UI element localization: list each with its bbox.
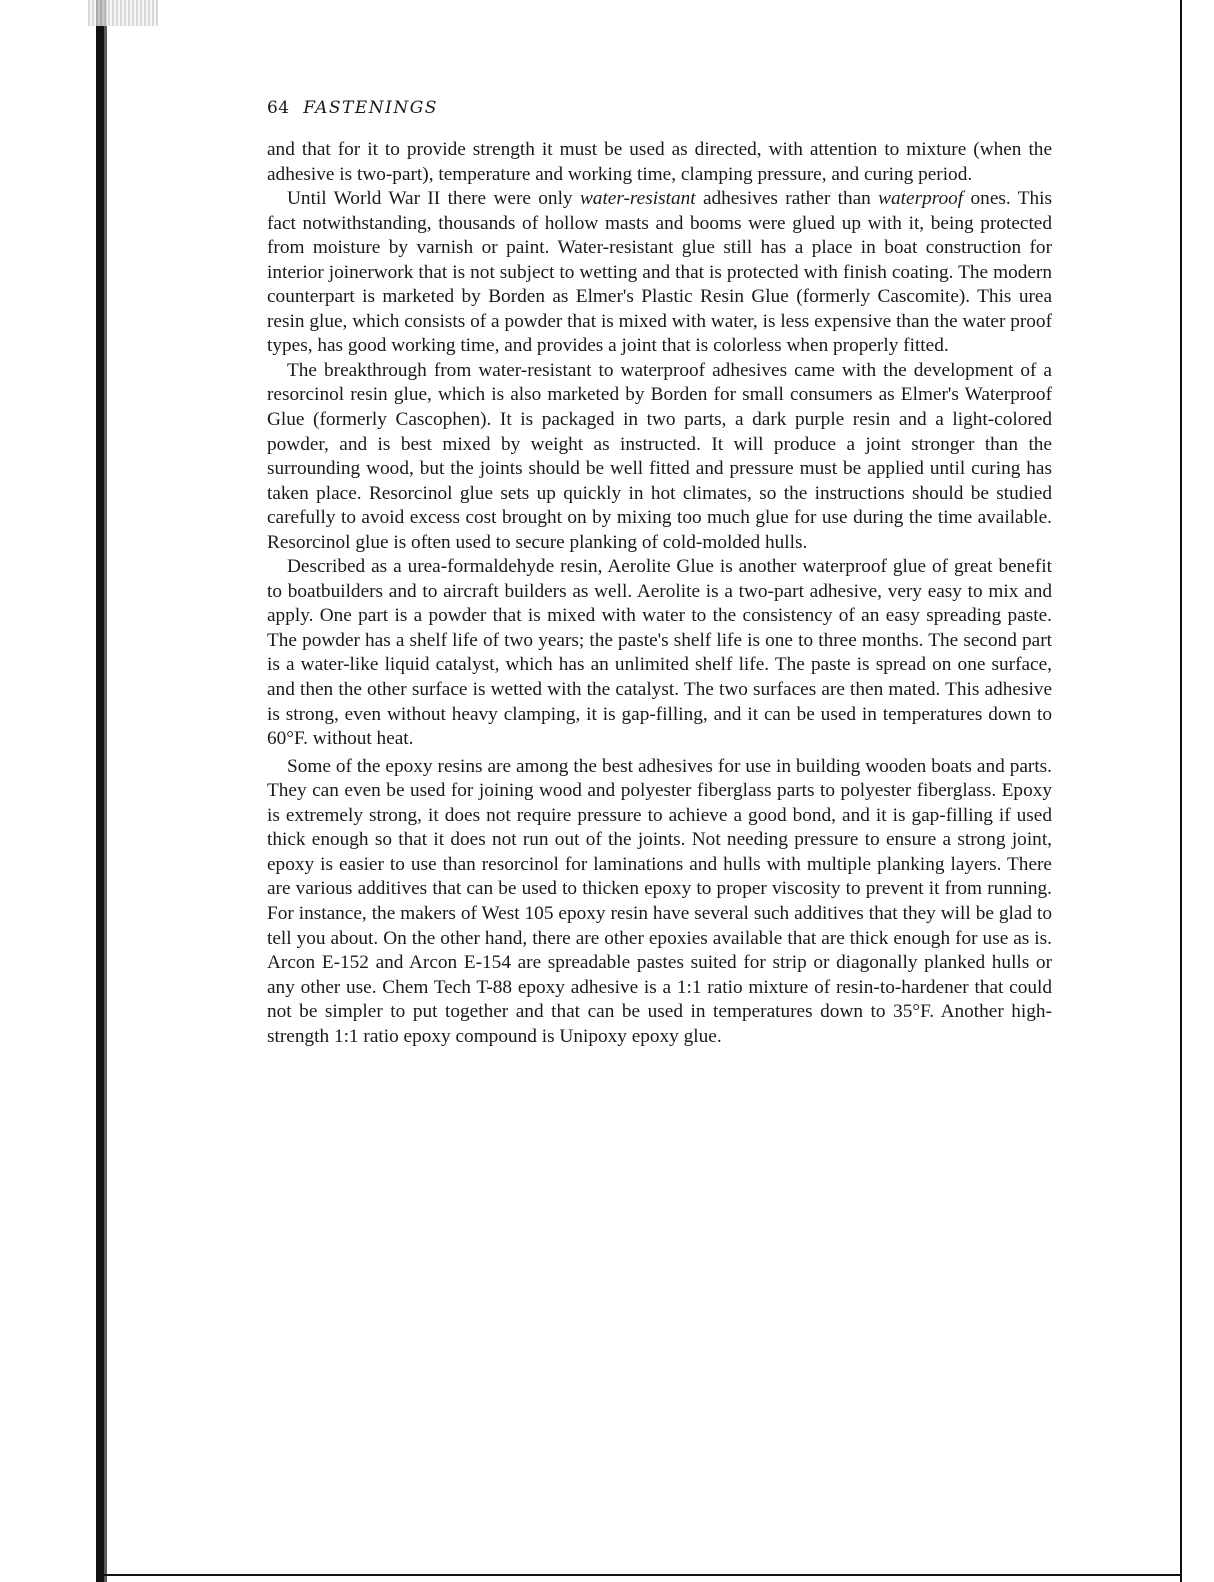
paragraph-text: adhesives rather than — [695, 188, 879, 210]
emphasis-text: water-resistant — [579, 188, 696, 210]
emphasis-text: waterproof — [878, 188, 964, 210]
scan-right-edge — [1180, 0, 1182, 1582]
paragraph-text: Some of the epoxy resins are among the best adhesives for use in building wooden boats and parts. They can even be used for joining wood and polyester fiberglass parts to polyester fiberglass. Epoxy is extremely strong, it does not require pressure to achieve a good bond, and it is gap-filling if used thick enough so that it does not run out of the joints. Not needing pressure to ensure a strong joint, epoxy is easier to use than resorcinol for laminations and hulls with multiple planking layers. There are various additives that can be used to thicken epoxy to proper viscosity to prevent it from running. For instance, the makers of West 105 epoxy resin have several such additives that they will be glad to tell you about. On the other hand, there are other epoxies available that are thick enough for use as is. Arcon E-152 and Arcon E-154 are spreadable pastes suited for strip or diagonally planked hulls or any other use. Chem Tech T-88 epoxy adhesive is a 1:1 ratio mixture of resin-to-hardener that could not be simpler to put together and that can be used in temperatures down to 35°F. Another high-strength 1:1 ratio epoxy compound is Unipoxy epoxy glue. — [267, 755, 1052, 1047]
paragraph — [267, 555, 1052, 751]
paragraph-text: Described as a urea-formaldehyde resin, Aerolite Glue is another waterproof glue of great benefit to boatbuilders and to aircraft builders as well. Aerolite is a two-part adhesive, very easy to mix and apply. One part is a powder that is mixed with water to the consistency of an easy spreading paste. The powder has a shelf life of two years; the paste's shelf life is one to three months. The second part is a water-like liquid catalyst, which has an unlimited shelf life. The paste is spread on one surface, and then the other surface is wetted with the catalyst. The two surfaces are then mated. This adhesive is strong, even without heavy clamping, it is gap-filling, and it can be used in temperatures down to 60°F. without heat. — [267, 556, 1052, 750]
paragraph-text: The breakthrough from water-resistant to waterproof adhesives came with the development of a resorcinol resin glue, which is also marketed by Borden for small consumers as Elmer's Waterproof Glue (formerly Cascophen). It is packaged in two parts, a dark purple resin and a light-colored powder, and is best mixed by weight as instructed. It will produce a joint stronger than the surrounding wood, but the joints should be well fitted and pressure must be applied until curing has taken place. Resorcinol glue sets up quickly in hot climates, so the instructions should be studied carefully to avoid excess cost brought on by mixing too much glue for use during the time available. Resorcinol glue is often used to secure planking of cold-molded hulls. — [267, 359, 1052, 553]
page-number: 64 — [267, 98, 290, 118]
paragraph-text: Until World War II there were only — [287, 188, 580, 210]
paragraph — [267, 187, 1052, 359]
running-head: FASTENINGS — [303, 98, 438, 118]
paragraph — [267, 359, 1052, 555]
paragraph-text: and that for it to provide strength it must be used as directed, with attention to mixture (when the adhesive is two-part), temperature and working time, clamping pressure, and curing period. — [267, 139, 1052, 185]
page-header — [267, 98, 438, 118]
scan-artifact — [88, 0, 158, 26]
paragraph — [267, 138, 1052, 187]
scan-left-edge — [96, 0, 104, 1582]
paragraph — [267, 755, 1052, 1050]
paragraph-text: ones. This fact notwithstanding, thousands of hollow masts and booms were glued up with it, being protected from moisture by varnish or paint. Water-resistant glue still has a place in boat construction for interior joinerwork that is not subject to wetting and that is protected with finish coating. The modern counterpart is marketed by Borden as Elmer's Plastic Resin Glue (formerly Cascomite). This urea resin glue, which consists of a powder that is mixed with water, is less expensive than the water proof types, has good working time, and provides a joint that is colorless when properly fitted. — [267, 188, 1052, 357]
scan-left-shadow — [104, 0, 107, 1582]
scan-bottom-edge — [96, 1574, 1182, 1576]
body-text — [267, 138, 1052, 1049]
